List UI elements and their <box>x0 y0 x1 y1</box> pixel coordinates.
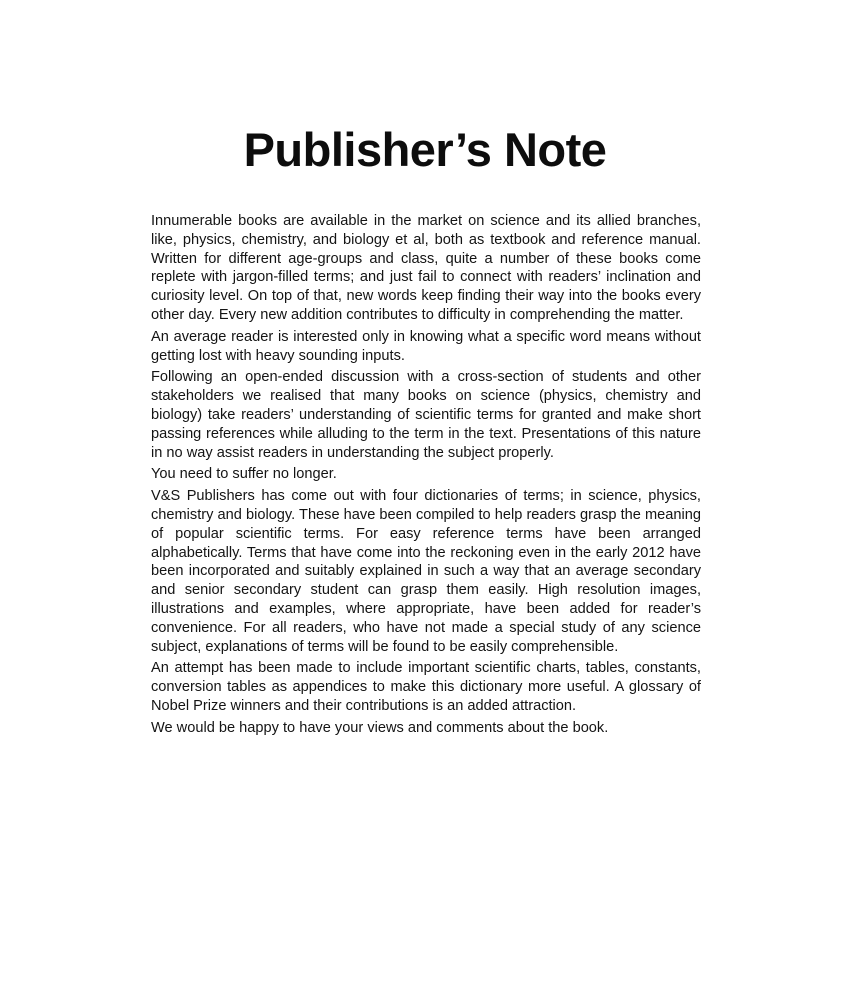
body-text <box>151 212 701 741</box>
paragraph-appendices: An attempt has been made to include important scientific charts, tables, constants, conversion tables as appendices to make this dictionary more useful. A glossary of Nobel Prize winners and their contributions is an added attraction. <box>151 660 701 714</box>
paragraph-intro: Innumerable books are available in the market on science and its allied branches, like, physics, chemistry, and biology et al, both as textbook and reference manual. Written for different age-groups and class, quite a number of these books come replete with jargon-filled terms; and just fail to connect with readers’ inclination and curiosity level. On top of that, new words keep finding their way into the books every other day. Every new addition contributes to difficulty in comprehending the matter. <box>151 213 701 323</box>
paragraph-dictionaries: V&S Publishers has come out with four dictionaries of terms; in science, physics, chemistry and biology. These have been compiled to help readers grasp the meaning of popular scientific terms. For easy reference terms have been arranged alphabetically. Terms that have come into the reckoning even in the early 2012 have been incorporated and suitably explained in such a way that an average secondary and senior secondary student can grasp them easily. High resolution images, illustrations and examples, where appropriate, have been added for reader’s convenience. For all readers, who have not made a special study of any science subject, explanations of terms will be found to be easily comprehensible. <box>151 488 701 655</box>
paragraph-closing: We would be happy to have your views and comments about the book. <box>151 719 609 736</box>
paragraph-discussion: Following an open-ended discussion with a cross-section of students and other stakeholders we realised that many books on science (physics, chemistry and biology) take readers’ understanding of scientific terms for granted and make short passing references while alluding to the term in the text. Presentations of this nature in no way assist readers in understanding the subject properly. <box>151 369 701 461</box>
page-title: Publisher’s Note <box>243 123 607 176</box>
paragraph-average-reader: An average reader is interested only in knowing what a specific word means without getting lost with heavy sounding inputs. <box>151 328 701 364</box>
paragraph-suffer: You need to suffer no longer. <box>151 466 337 483</box>
